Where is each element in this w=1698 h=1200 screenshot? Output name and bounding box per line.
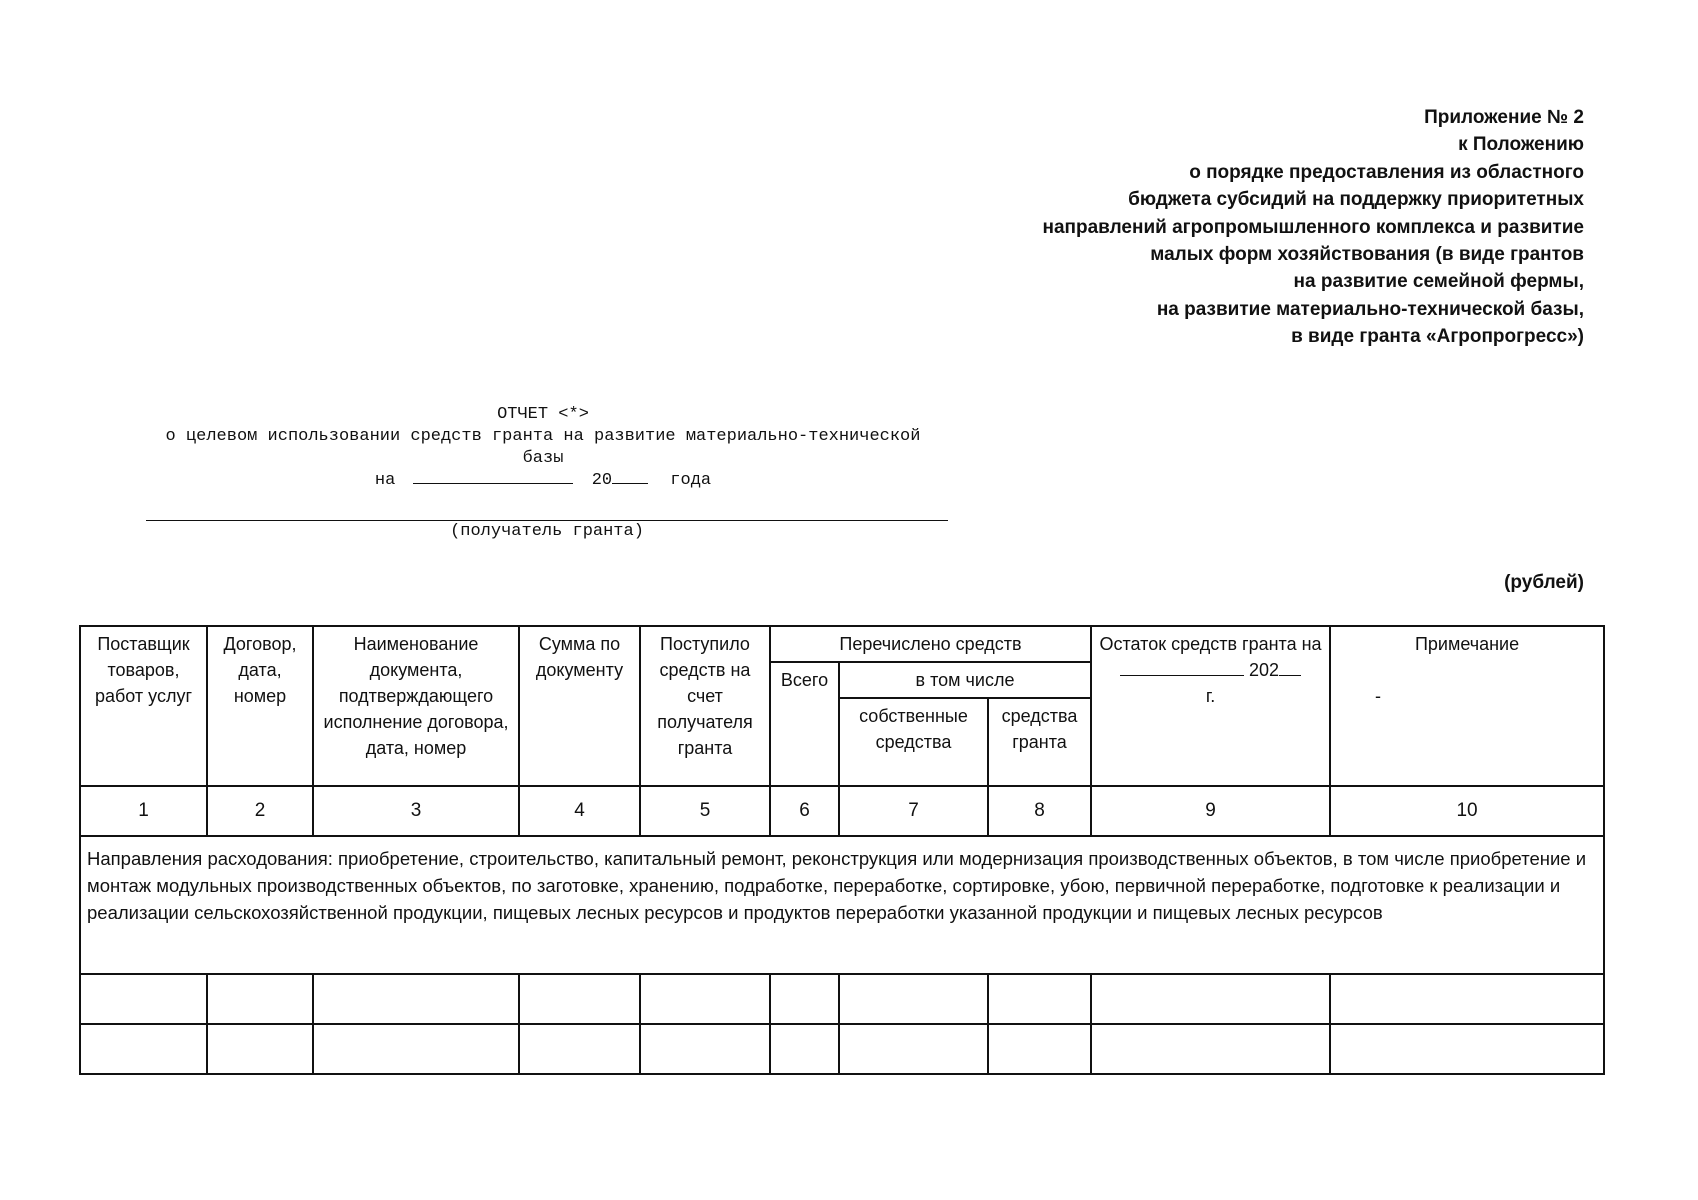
balance-suffix: г. [1205, 686, 1216, 706]
balance-prefix: Остаток средств гранта на [1099, 634, 1322, 654]
table-cell[interactable] [770, 974, 839, 1024]
report-table [79, 625, 1605, 1075]
report-subtitle-cont: базы [522, 449, 564, 468]
units-label: (рублей) [1504, 572, 1584, 593]
header-own-funds: собственные средства [839, 698, 988, 786]
table-cell[interactable] [839, 1024, 988, 1074]
date-year-prefix: 20 [591, 471, 613, 490]
balance-year: 202 [1249, 660, 1280, 680]
spending-directions: Направления расходования: приобретение, строительство, капитальный ремонт, реконструкция или модернизация производственных объектов, в том числе приобретение и монтаж модульных производственных объектов, по заготовке, хранению, подработке, переработке, сортировке, убою, первичной переработке, подготовке к реализации и реализации сельскохозяйственной продукции, пищевых лесных ресурсов и продуктов переработки указанной продукции и пищевых лесных ресурсов [80, 836, 1604, 974]
balance-date-blank [1120, 674, 1244, 676]
appendix-line: к Положению [1458, 134, 1584, 156]
table-cell[interactable] [80, 1024, 207, 1074]
report-title: ОТЧЕТ <*> [497, 405, 589, 424]
table-cell[interactable] [1091, 1024, 1330, 1074]
table-cell[interactable] [770, 1024, 839, 1074]
year-blank [612, 482, 648, 484]
table-cell[interactable] [313, 1024, 519, 1074]
table-row [80, 974, 1604, 1024]
report-title-block [78, 404, 1008, 492]
table-cell[interactable] [988, 1024, 1091, 1074]
recipient-caption: (получатель гранта) [450, 522, 644, 541]
header-total: Всего [770, 662, 839, 786]
column-numbers-row [80, 786, 1604, 836]
appendix-line: о порядке предоставления из областного [1189, 161, 1584, 183]
table-cell[interactable] [640, 1024, 770, 1074]
table-cell[interactable] [1330, 974, 1604, 1024]
header-doc-sum: Сумма по документу [519, 626, 640, 786]
date-prefix: на [374, 471, 396, 490]
column-number: 6 [770, 786, 839, 836]
table-cell[interactable] [207, 1024, 313, 1074]
table-cell[interactable] [640, 974, 770, 1024]
header-contract: Договор, дата, номер [207, 626, 313, 786]
note-mark: - [1375, 686, 1382, 706]
report-subtitle: о целевом использовании средств гранта на развитие материально-технической [165, 427, 921, 446]
recipient-line [146, 520, 948, 521]
column-number: 4 [519, 786, 640, 836]
table-cell[interactable] [313, 974, 519, 1024]
balance-year-blank [1279, 674, 1301, 676]
table-cell[interactable] [80, 974, 207, 1024]
table-cell[interactable] [1091, 974, 1330, 1024]
column-number: 9 [1091, 786, 1330, 836]
appendix-line: направлений агропромышленного комплекса и развитие [1042, 216, 1584, 238]
table-cell[interactable] [839, 974, 988, 1024]
appendix-header [864, 104, 1584, 351]
date-suffix: года [670, 471, 712, 490]
appendix-line: в виде гранта «Агропрогресс») [1291, 326, 1584, 348]
table-cell[interactable] [988, 974, 1091, 1024]
header-received: Поступило средств на счет получателя гранта [640, 626, 770, 786]
column-number: 2 [207, 786, 313, 836]
appendix-line: на развитие материально-технической базы, [1156, 298, 1584, 320]
header-transferred: Перечислено средств [770, 626, 1091, 662]
header-document: Наименование документа, подтверждающего исполнение договора, дата, номер [313, 626, 519, 786]
column-number: 1 [80, 786, 207, 836]
header-note [1330, 626, 1604, 786]
table-cell[interactable] [207, 974, 313, 1024]
table-row [80, 1024, 1604, 1074]
appendix-line: на развитие семейной фермы, [1293, 271, 1584, 293]
header-grant-funds: средства гранта [988, 698, 1091, 786]
directions-row [80, 836, 1604, 974]
column-number: 5 [640, 786, 770, 836]
appendix-line: малых форм хозяйствования (в виде грантов [1150, 244, 1584, 266]
table-cell[interactable] [1330, 1024, 1604, 1074]
date-blank [413, 482, 573, 484]
header-including: в том числе [839, 662, 1091, 698]
column-number: 3 [313, 786, 519, 836]
header-supplier: Поставщик товаров, работ услуг [80, 626, 207, 786]
report-date-line [78, 470, 1008, 492]
column-number: 7 [839, 786, 988, 836]
column-number: 8 [988, 786, 1091, 836]
header-balance [1091, 626, 1330, 786]
column-number: 10 [1330, 786, 1604, 836]
appendix-line: Приложение № 2 [1424, 107, 1584, 128]
table-cell[interactable] [519, 1024, 640, 1074]
table-cell[interactable] [519, 974, 640, 1024]
appendix-line: бюджета субсидий на поддержку приоритетных [1128, 189, 1584, 211]
note-label: Примечание [1414, 634, 1520, 654]
